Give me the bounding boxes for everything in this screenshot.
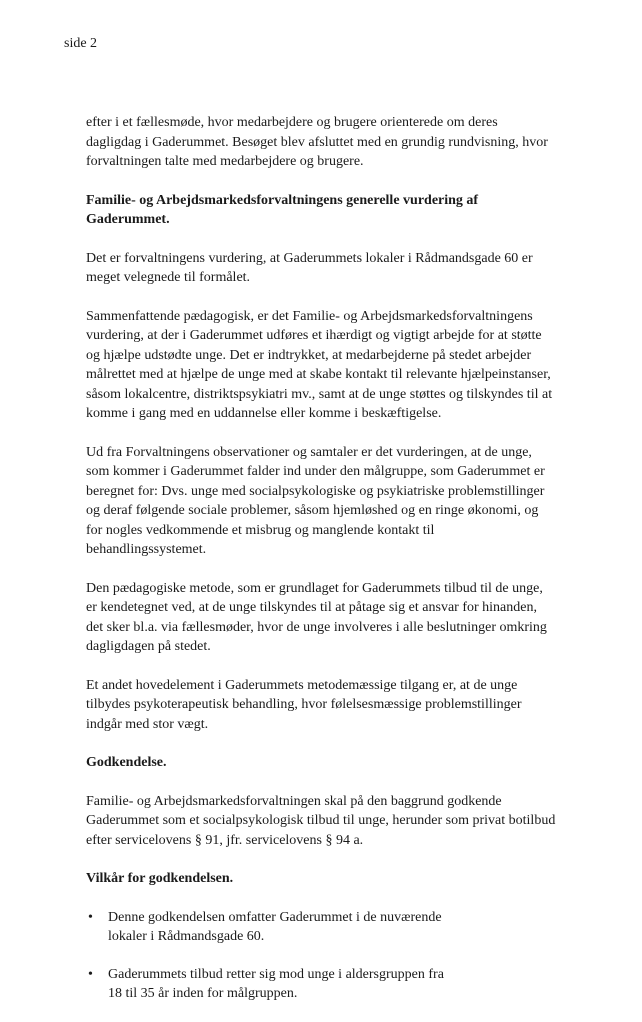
paragraph: Sammenfattende pædagogisk, er det Familie- og Arbejdsmarkedsforvaltningens vurdering, at der i Gaderummet udføres et ihærdigt og vigtigt arbejde for at støtte og hjælpe udstødte unge. Det er indtrykket, at medarbejderne på stedet arbejder målrettet med at hjælpe de unge med at skabe kontakt til relevante hjælpeinstanser, såsom lokalcentre, distriktspsykiatri mv., samt at de unge støttes og tilskyndes til at komme i gang med en uddannelse eller komme i beskæftigelse. [86,308,553,421]
list-item-text: Gaderummets tilbud retter sig mod unge i aldersgruppen fra 18 til 35 år inden for målgruppen. [108,966,444,1001]
section-heading: Godkendelse. [86,755,167,770]
section-heading: Familie- og Arbejdsmarkedsforvaltningens generelle vurdering af Gaderummet. [86,192,479,227]
paragraph: Et andet hovedelement i Gaderummets metodemæssige tilgang er, at de unge tilbydes psykoterapeutisk behandling, hvor følelsesmæssige problemstillinger indgår med stor vægt. [86,677,522,732]
document-body [86,113,556,1022]
paragraph: Den pædagogiske metode, som er grundlaget for Gaderummets tilbud til de unge, er kendetegnet ved, at de unge tilskyndes til at påtage sig et ansvar for hinanden, det sker bl.a. via fællesmøder, hvor de unge involveres i alle beslutninger omkring dagligdagen på stedet. [86,580,547,654]
intro-paragraph: efter i et fællesmøde, hvor medarbejdere og brugere orienterede om deres dagligdag i Gaderummet. Besøget blev afsluttet med en grundig rundvisning, hvor forvaltningen talte med medarbejdere og brugere. [86,115,548,169]
list-item [86,965,458,1004]
bullet-icon: • [88,966,93,982]
list-item-text: Denne godkendelsen omfatter Gaderummet i de nuværende lokaler i Rådmandsgade 60. [108,909,442,944]
bullet-icon: • [88,909,93,925]
paragraph: Familie- og Arbejdsmarkedsforvaltningen skal på den baggrund godkende Gaderummet som et socialpsykologisk tilbud til unge, herunder som privat botilbud efter servicelovens § 91, jfr. servicelovens § 94 a. [86,793,556,848]
section-conditions [86,869,556,1004]
list-item [86,908,458,947]
paragraph: Ud fra Forvaltningens observationer og samtaler er det vurderingen, at de unge, som kommer i Gaderummet falder ind under den målgruppe, som Gaderummet er beregnet for: Dvs. unge med socialpsykologiske og psykiatriske problemstillinger og deraf følgende sociale problemer, såsom hjemløshed og en ringe økonomi, og for nogles vedkommende et misbrug og manglende kontakt til behandlingssystemet. [86,444,545,557]
section-heading: Vilkår for godkendelsen. [86,871,234,886]
section-general-assessment [86,191,556,735]
paragraph: Det er forvaltningens vurdering, at Gaderummets lokaler i Rådmandsgade 60 er meget velegnede til formålet. [86,250,533,285]
conditions-list [86,908,556,1004]
section-approval [86,753,556,850]
page-number: side 2 [64,36,98,51]
